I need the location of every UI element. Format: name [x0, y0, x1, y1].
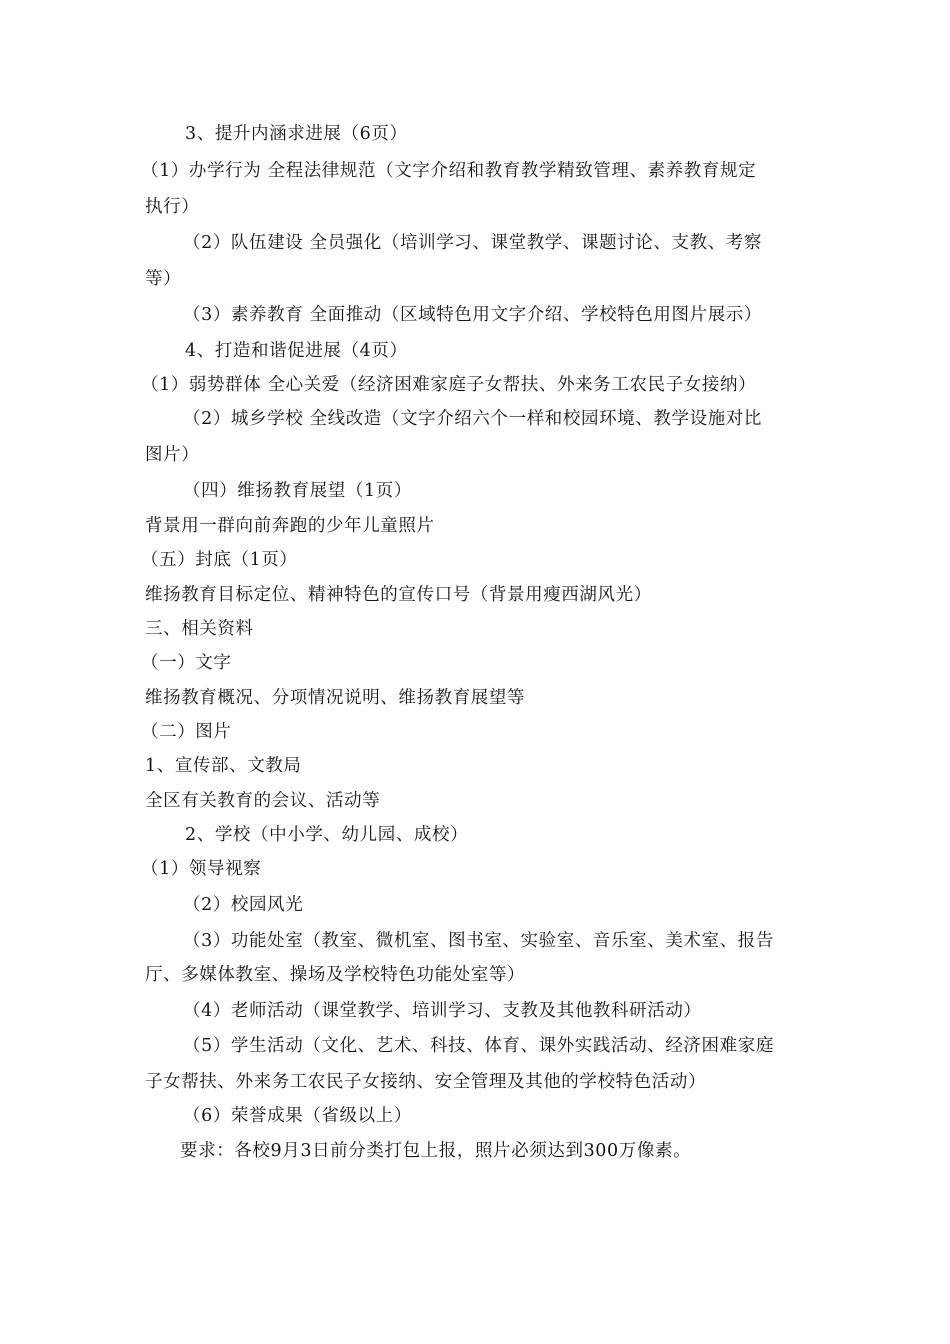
- section-heading: （四）维扬教育展望（1页）: [183, 481, 412, 501]
- section-heading: （五）封底（1页）: [141, 550, 298, 570]
- paragraph-line: （2）校园风光: [183, 895, 304, 915]
- paragraph-line: 背景用一群向前奔跑的少年儿童照片: [145, 516, 435, 536]
- section-heading: （二）图片: [141, 722, 232, 742]
- paragraph-line: 维扬教育概况、分项情况说明、维扬教育展望等: [145, 688, 526, 708]
- paragraph-line: （1）弱势群体 全心关爱（经济困难家庭子女帮扶、外来务工农民子女接纳）: [141, 375, 757, 395]
- paragraph-line: （3）素养教育 全面推动（区域特色用文字介绍、学校特色用图片展示）: [183, 305, 762, 325]
- paragraph-line: 维扬教育目标定位、精神特色的宣传口号（背景用瘦西湖风光）: [145, 585, 652, 605]
- section-heading: （一）文字: [141, 653, 232, 673]
- paragraph-line: 全区有关教育的会议、活动等: [145, 791, 381, 811]
- paragraph-line: 图片）: [145, 445, 200, 465]
- section-heading: 1、宣传部、文教局: [145, 756, 302, 776]
- paragraph-line: （3）功能处室（教室、微机室、图书室、实验室、音乐室、美术室、报告: [183, 931, 774, 951]
- requirement-note: 要求：各校9月3日前分类打包上报，照片必须达到300万像素。: [180, 1141, 692, 1161]
- paragraph-line: （1）办学行为 全程法律规范（文字介绍和教育教学精致管理、素养教育规定: [141, 161, 757, 181]
- section-heading: 3、提升内涵求进展（6页）: [185, 124, 408, 144]
- paragraph-line: （2）城乡学校 全线改造（文字介绍六个一样和校园环境、教学设施对比: [183, 409, 762, 429]
- paragraph-line: （1）领导视察: [141, 859, 262, 879]
- paragraph-line: （5）学生活动（文化、艺术、科技、体育、课外实践活动、经济困难家庭: [183, 1036, 774, 1056]
- paragraph-line: （4）老师活动（课堂教学、培训学习、支教及其他教科研活动）: [183, 1001, 702, 1021]
- paragraph-line: 执行）: [145, 197, 200, 217]
- section-heading: 三、相关资料: [145, 619, 254, 639]
- paragraph-line: 厅、多媒体教室、操场及学校特色功能处室等）: [145, 965, 526, 985]
- paragraph-line: 等）: [145, 269, 182, 289]
- paragraph-line: （6）荣誉成果（省级以上）: [183, 1106, 412, 1126]
- section-heading: 4、打造和谐促进展（4页）: [185, 341, 408, 361]
- section-heading: 2、学校（中小学、幼儿园、成校）: [185, 825, 469, 845]
- paragraph-line: （2）队伍建设 全员强化（培训学习、课堂教学、课题讨论、支教、考察: [183, 233, 762, 253]
- paragraph-line: 子女帮扶、外来务工农民子女接纳、安全管理及其他的学校特色活动）: [145, 1072, 707, 1092]
